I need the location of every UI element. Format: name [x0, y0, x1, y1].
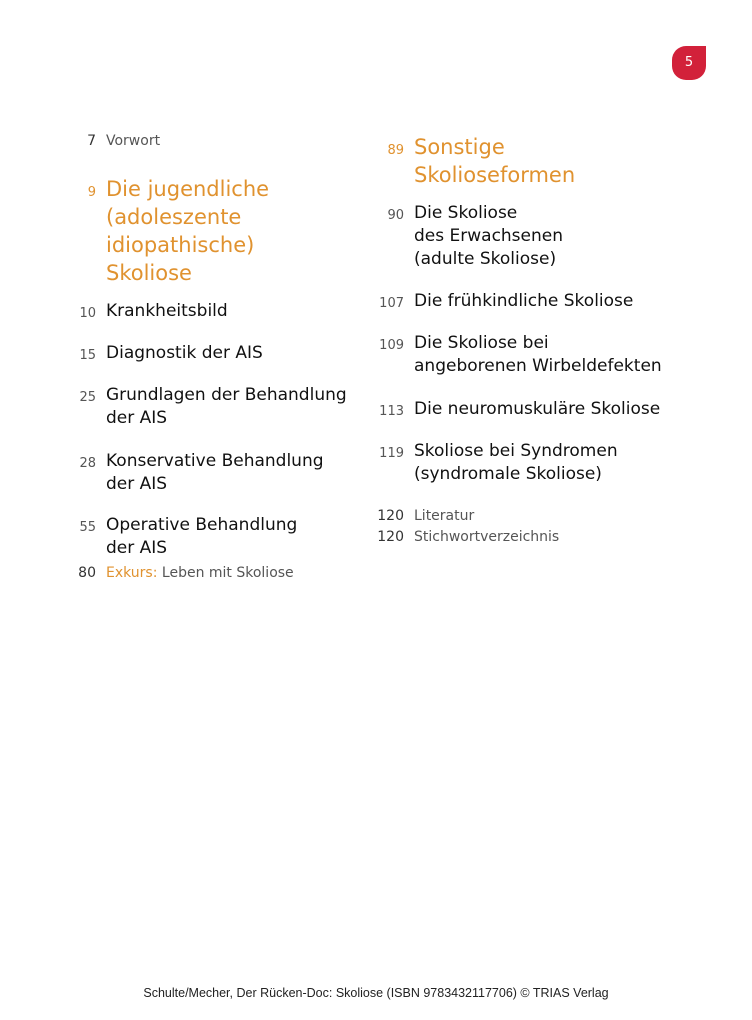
page-ref: 7	[87, 133, 96, 149]
toc-entry[interactable]	[368, 398, 660, 423]
page-ref: 10	[79, 306, 96, 321]
page-ref: 28	[79, 456, 96, 471]
entry-title-text: Leben mit Skoliose	[157, 565, 294, 581]
toc-entry[interactable]	[368, 332, 662, 378]
page-ref: 15	[79, 348, 96, 363]
entry-title: Literatur	[414, 508, 475, 524]
entry-title: Krankheitsbild	[106, 301, 228, 321]
entry-title: Stichwortverzeichnis	[414, 529, 560, 545]
page-ref: 107	[379, 296, 404, 311]
page-number-badge: 5	[672, 46, 706, 80]
entry-prefix: Exkurs:	[106, 565, 158, 581]
entry-title: Skoliose bei Syndromen (syndromale Skoliose)	[414, 441, 618, 484]
entry-title: Die neuromuskuläre Skoliose	[414, 399, 661, 419]
page-ref: 120	[377, 529, 404, 545]
entry-title: Die Skoliose des Erwachsenen (adulte Skoliose)	[414, 203, 564, 269]
toc-entry[interactable]	[368, 440, 618, 486]
toc-entry[interactable]	[60, 450, 324, 496]
page-ref: 89	[387, 143, 404, 158]
page-ref: 119	[379, 446, 404, 461]
page-ref: 90	[387, 208, 404, 223]
entry-title: Die Skoliose bei angeborenen Wirbeldefekten	[414, 333, 662, 376]
page-ref: 55	[79, 520, 96, 535]
toc-entry[interactable]	[368, 290, 633, 315]
entry-title: Konservative Behandlung der AIS	[106, 451, 324, 494]
toc-entry[interactable]	[368, 202, 563, 271]
page-ref: 9	[87, 185, 96, 200]
entry-title: Sonstige Skolioseformen	[414, 135, 576, 187]
page-ref: 109	[379, 338, 404, 353]
toc-entry[interactable]	[60, 131, 160, 151]
toc-entry[interactable]	[60, 514, 297, 560]
entry-title	[106, 563, 294, 583]
entry-title: Die frühkindliche Skoliose	[414, 291, 634, 311]
entry-title: Diagnostik der AIS	[106, 343, 263, 363]
toc-entry[interactable]	[60, 342, 263, 367]
footer: Schulte/Mecher, Der Rücken-Doc: Skoliose (ISBN 9783432117706) © TRIAS Verlag	[143, 986, 609, 1000]
toc-entry[interactable]	[60, 563, 294, 583]
toc-entry[interactable]	[368, 527, 559, 547]
entry-title: Vorwort	[106, 133, 161, 149]
toc-entry[interactable]	[60, 300, 228, 325]
page-ref: 25	[79, 390, 96, 405]
toc-entry[interactable]	[60, 175, 269, 287]
entry-title: Grundlagen der Behandlung der AIS	[106, 385, 347, 428]
toc-entry[interactable]	[368, 506, 474, 526]
entry-title: Die jugendliche (adoleszente idiopathische) Skoliose	[106, 177, 270, 285]
page-ref: 80	[78, 565, 96, 581]
page-ref: 120	[377, 508, 404, 524]
toc-entry[interactable]	[368, 133, 575, 189]
toc-entry[interactable]	[60, 384, 347, 430]
page-ref: 113	[379, 404, 404, 419]
entry-title: Operative Behandlung der AIS	[106, 515, 298, 558]
